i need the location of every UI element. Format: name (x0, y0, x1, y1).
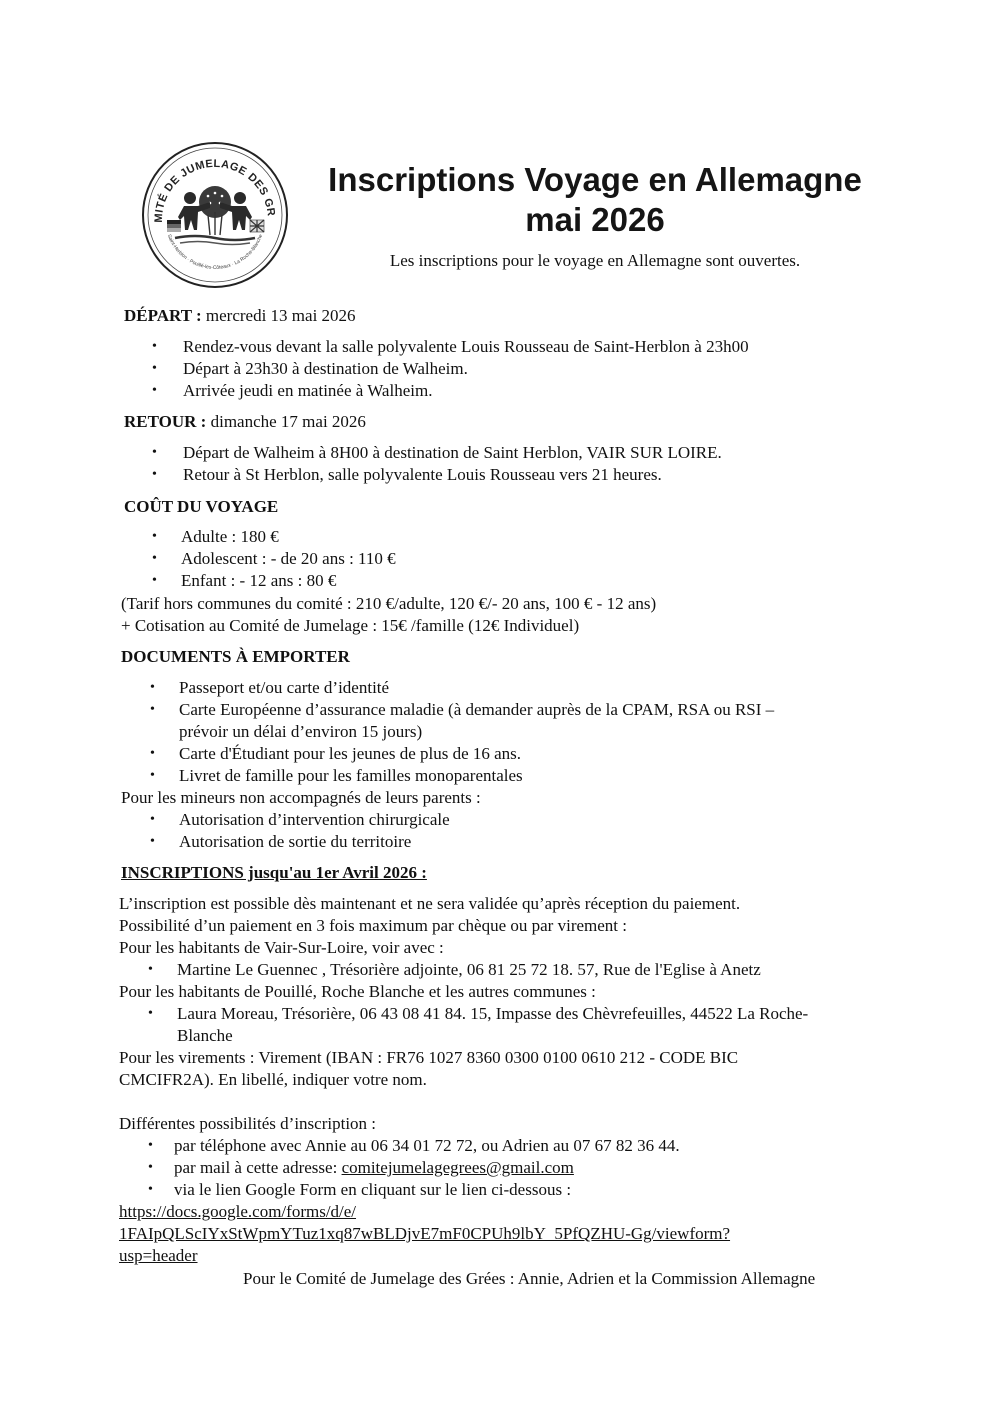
inscriptions-heading: INSCRIPTIONS jusqu'au 1er Avril 2026 : (121, 863, 427, 882)
bullet-icon: • (150, 834, 155, 849)
title-line-1: Inscriptions Voyage en Allemagne (328, 161, 862, 198)
price-item: Enfant : - 12 ans : 80 € (181, 571, 337, 590)
bullet-icon: • (152, 551, 157, 566)
price-item: Adolescent : - de 20 ans : 110 € (181, 549, 396, 568)
bullet-icon: • (152, 445, 157, 460)
bullet-icon: • (148, 1138, 153, 1153)
page-title (300, 160, 890, 240)
svg-text:Saint-Herblon · Pouillé-les-Cô: Saint-Herblon · Pouillé-les-Côteaux · La Roche-Blanche (165, 233, 265, 271)
documents-heading: DOCUMENTS À EMPORTER (121, 647, 350, 666)
price-item: Adulte : 180 € (181, 527, 279, 546)
contact-item: Martine Le Guennec , Trésorière adjointe, 06 81 25 72 18. 57, Rue de l'Eglise à Anetz (177, 960, 761, 979)
bullet-icon: • (152, 339, 157, 354)
list-item: Arrivée jeudi en matinée à Walheim. (183, 381, 433, 400)
bullet-icon: • (148, 1182, 153, 1197)
option-mail-prefix: par mail à cette adresse: (174, 1158, 342, 1177)
email-link[interactable]: comitejumelagegrees@gmail.com (341, 1158, 574, 1177)
bullet-icon: • (152, 573, 157, 588)
payment-text: Possibilité d’un paiement en 3 fois maximum par chèque ou par virement : (119, 916, 627, 935)
retour-heading (124, 411, 366, 433)
option-phone: par téléphone avec Annie au 06 34 01 72 72, ou Adrien au 07 67 82 36 44. (174, 1136, 680, 1155)
bullet-icon: • (148, 1160, 153, 1175)
title-line-2: mai 2026 (525, 201, 665, 238)
list-item: Rendez-vous devant la salle polyvalente Louis Rousseau de Saint-Herblon à 23h00 (183, 337, 749, 356)
cout-heading: COÛT DU VOYAGE (124, 497, 279, 516)
list-item: Retour à St Herblon, salle polyvalente Louis Rousseau vers 21 heures. (183, 465, 662, 484)
google-form-link-line-3[interactable]: usp=header (119, 1246, 198, 1265)
price-note: (Tarif hors communes du comité : 210 €/adulte, 120 €/- 20 ans, 100 € - 12 ans) (121, 594, 657, 613)
bullet-icon: • (148, 962, 153, 977)
bullet-icon: • (150, 768, 155, 783)
subtitle: Les inscriptions pour le voyage en Allemagne sont ouvertes. (389, 251, 801, 270)
contact-item-continued: Blanche (177, 1026, 233, 1045)
google-form-link-line-1[interactable]: https://docs.google.com/forms/d/e/ (119, 1202, 357, 1221)
bullet-icon: • (152, 361, 157, 376)
inscription-text: L’inscription est possible dès maintenant et ne sera validée qu’après réception du paiement. (119, 894, 741, 913)
bullet-icon: • (150, 680, 155, 695)
bank-transfer-text-continued: CMCIFR2A). En libellé, indiquer votre nom. (119, 1070, 427, 1089)
document-item: Carte d'Étudiant pour les jeunes de plus de 16 ans. (179, 744, 522, 763)
document-item: Livret de famille pour les familles monoparentales (179, 766, 523, 785)
bullet-icon: • (150, 702, 155, 717)
list-item: Départ de Walheim à 8H00 à destination de Saint Herblon, VAIR SUR LOIRE. (183, 443, 722, 462)
membership-note: + Cotisation au Comité de Jumelage : 15€ /famille (12€ Individuel) (121, 616, 580, 635)
retour-label: RETOUR : (124, 412, 207, 431)
contact-item: Laura Moreau, Trésorière, 06 43 08 41 84. 15, Impasse des Chèvrefeuilles, 44522 La Roche- (177, 1004, 809, 1023)
bullet-icon: • (152, 383, 157, 398)
document-item: Passeport et/ou carte d’identité (179, 678, 390, 697)
document-item: Carte Européenne d’assurance maladie (à demander auprès de la CPAM, RSA ou RSI – (179, 700, 775, 719)
depart-heading (124, 305, 356, 327)
bullet-icon: • (150, 746, 155, 761)
depart-date: mercredi 13 mai 2026 (201, 306, 356, 325)
depart-label: DÉPART : (124, 306, 202, 325)
others-intro: Pour les habitants de Pouillé, Roche Blanche et les autres communes : (119, 982, 596, 1001)
list-item: Départ à 23h30 à destination de Walheim. (183, 359, 468, 378)
vair-intro: Pour les habitants de Vair-Sur-Loire, voir avec : (119, 938, 444, 957)
option-form: via le lien Google Form en cliquant sur le lien ci-dessous : (174, 1180, 572, 1199)
options-intro: Différentes possibilités d’inscription : (119, 1114, 377, 1133)
bullet-icon: • (152, 467, 157, 482)
option-mail (174, 1157, 574, 1179)
signature: Pour le Comité de Jumelage des Grées : Annie, Adrien et la Commission Allemagne (243, 1269, 816, 1288)
bullet-icon: • (148, 1006, 153, 1021)
document-item-continued: prévoir un délai d’environ 15 jours) (179, 722, 423, 741)
minors-item: Autorisation d’intervention chirurgicale (179, 810, 450, 829)
committee-logo (140, 140, 290, 290)
bullet-icon: • (152, 529, 157, 544)
seal-icon (140, 140, 290, 290)
google-form-link-line-2[interactable]: 1FAIpQLScIYxStWpmYTuz1xq87wBLDjvE7mF0CPUh9lbY_5PfQZHU-Gg/viewform? (119, 1224, 731, 1243)
minors-intro: Pour les mineurs non accompagnés de leurs parents : (121, 788, 481, 807)
minors-item: Autorisation de sortie du territoire (179, 832, 412, 851)
bank-transfer-text: Pour les virements : Virement (IBAN : FR76 1027 8360 0300 0100 0610 212 - CODE BIC (119, 1048, 739, 1067)
svg-text:COMITÉ DE JUMELAGE DES GRÉES: MITÉ DE JUMELAGE DES GR (152, 157, 277, 223)
bullet-icon: • (150, 812, 155, 827)
retour-date: dimanche 17 mai 2026 (206, 412, 366, 431)
